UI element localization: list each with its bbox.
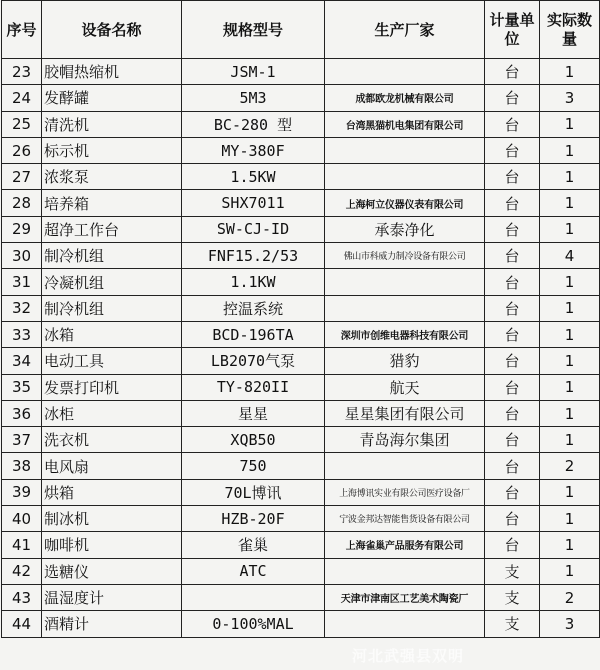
device-name: 发票打印机 (42, 374, 182, 400)
actual-quantity: 1 (540, 506, 600, 532)
unit-of-measure: 台 (485, 506, 540, 532)
manufacturer (325, 453, 485, 479)
model-spec: BC-280 型 (182, 111, 325, 137)
table-row (2, 243, 600, 269)
model-spec: 1.1KW (182, 269, 325, 295)
manufacturer: 台湾黑猫机电集团有限公司 (325, 111, 485, 137)
manufacturer (325, 164, 485, 190)
row-number: 34 (2, 348, 42, 374)
row-number: 33 (2, 321, 42, 347)
device-name: 胶帽热缩机 (42, 59, 182, 85)
actual-quantity: 2 (540, 584, 600, 610)
table-row (2, 216, 600, 242)
equipment-table (1, 0, 600, 638)
unit-of-measure: 支 (485, 584, 540, 610)
table-row (2, 611, 600, 637)
manufacturer: 上海雀巢产品服务有限公司 (325, 532, 485, 558)
header-row (2, 1, 600, 59)
table-row (2, 269, 600, 295)
watermark-text: 河北武强县双明 (352, 647, 465, 665)
unit-of-measure: 支 (485, 558, 540, 584)
header-qty: 实际数量 (540, 1, 600, 59)
row-number: 38 (2, 453, 42, 479)
row-number: 24 (2, 85, 42, 111)
unit-of-measure: 支 (485, 611, 540, 637)
unit-of-measure: 台 (485, 479, 540, 505)
manufacturer: 青岛海尔集团 (325, 427, 485, 453)
table-row (2, 506, 600, 532)
model-spec: TY-820II (182, 374, 325, 400)
table-row (2, 111, 600, 137)
model-spec (182, 584, 325, 610)
actual-quantity: 1 (540, 427, 600, 453)
header-unit: 计量单位 (485, 1, 540, 59)
table-row (2, 400, 600, 426)
row-number: 31 (2, 269, 42, 295)
model-spec: 1.5KW (182, 164, 325, 190)
unit-of-measure: 台 (485, 374, 540, 400)
table-row (2, 427, 600, 453)
actual-quantity: 3 (540, 85, 600, 111)
actual-quantity: 1 (540, 59, 600, 85)
device-name: 烘箱 (42, 479, 182, 505)
device-name: 选糖仪 (42, 558, 182, 584)
row-number: 42 (2, 558, 42, 584)
manufacturer (325, 269, 485, 295)
actual-quantity: 1 (540, 558, 600, 584)
device-name: 超净工作台 (42, 216, 182, 242)
row-number: 25 (2, 111, 42, 137)
table-row (2, 532, 600, 558)
model-spec: 0-100%MAL (182, 611, 325, 637)
model-spec: 控温系统 (182, 295, 325, 321)
device-name: 标示机 (42, 137, 182, 163)
unit-of-measure: 台 (485, 111, 540, 137)
unit-of-measure: 台 (485, 427, 540, 453)
model-spec: XQB50 (182, 427, 325, 453)
actual-quantity: 1 (540, 532, 600, 558)
manufacturer: 佛山市科威力制冷设备有限公司 (325, 243, 485, 269)
header-maker: 生产厂家 (325, 1, 485, 59)
table-row (2, 164, 600, 190)
manufacturer (325, 558, 485, 584)
unit-of-measure: 台 (485, 295, 540, 321)
unit-of-measure: 台 (485, 321, 540, 347)
actual-quantity: 1 (540, 269, 600, 295)
device-name: 制冷机组 (42, 295, 182, 321)
model-spec: HZB-20F (182, 506, 325, 532)
row-number: 28 (2, 190, 42, 216)
unit-of-measure: 台 (485, 164, 540, 190)
unit-of-measure: 台 (485, 85, 540, 111)
manufacturer: 承泰净化 (325, 216, 485, 242)
device-name: 电动工具 (42, 348, 182, 374)
model-spec: MY-380F (182, 137, 325, 163)
row-number: 40 (2, 506, 42, 532)
device-name: 发酵罐 (42, 85, 182, 111)
table-row (2, 479, 600, 505)
unit-of-measure: 台 (485, 59, 540, 85)
manufacturer: 天津市津南区工艺美术陶瓷厂 (325, 584, 485, 610)
row-number: 30 (2, 243, 42, 269)
device-name: 咖啡机 (42, 532, 182, 558)
row-number: 43 (2, 584, 42, 610)
unit-of-measure: 台 (485, 269, 540, 295)
manufacturer (325, 295, 485, 321)
row-number: 44 (2, 611, 42, 637)
row-number: 41 (2, 532, 42, 558)
actual-quantity: 1 (540, 374, 600, 400)
actual-quantity: 3 (540, 611, 600, 637)
unit-of-measure: 台 (485, 243, 540, 269)
actual-quantity: 1 (540, 295, 600, 321)
model-spec: 5M3 (182, 85, 325, 111)
table-row (2, 190, 600, 216)
actual-quantity: 1 (540, 137, 600, 163)
device-name: 制冰机 (42, 506, 182, 532)
device-name: 冷凝机组 (42, 269, 182, 295)
actual-quantity: 1 (540, 164, 600, 190)
header-model: 规格型号 (182, 1, 325, 59)
manufacturer: 上海柯立仪器仪表有限公司 (325, 190, 485, 216)
manufacturer: 成都欧龙机械有限公司 (325, 85, 485, 111)
table-row (2, 321, 600, 347)
table-body (2, 59, 600, 638)
manufacturer: 星星集团有限公司 (325, 400, 485, 426)
table-row (2, 584, 600, 610)
row-number: 39 (2, 479, 42, 505)
header-no: 序号 (2, 1, 42, 59)
unit-of-measure: 台 (485, 216, 540, 242)
manufacturer: 猎豹 (325, 348, 485, 374)
unit-of-measure: 台 (485, 137, 540, 163)
model-spec: BCD-196TA (182, 321, 325, 347)
model-spec: 星星 (182, 400, 325, 426)
device-name: 冰柜 (42, 400, 182, 426)
table-row (2, 137, 600, 163)
device-name: 温湿度计 (42, 584, 182, 610)
model-spec: JSM-1 (182, 59, 325, 85)
device-name: 酒精计 (42, 611, 182, 637)
manufacturer (325, 611, 485, 637)
row-number: 23 (2, 59, 42, 85)
row-number: 26 (2, 137, 42, 163)
manufacturer (325, 59, 485, 85)
row-number: 29 (2, 216, 42, 242)
unit-of-measure: 台 (485, 190, 540, 216)
model-spec: 雀巢 (182, 532, 325, 558)
row-number: 32 (2, 295, 42, 321)
table-row (2, 453, 600, 479)
device-name: 制冷机组 (42, 243, 182, 269)
device-name: 冰箱 (42, 321, 182, 347)
model-spec: ATC (182, 558, 325, 584)
device-name: 培养箱 (42, 190, 182, 216)
unit-of-measure: 台 (485, 348, 540, 374)
model-spec: 750 (182, 453, 325, 479)
manufacturer: 上海博讯实业有限公司医疗设备厂 (325, 479, 485, 505)
row-number: 35 (2, 374, 42, 400)
row-number: 27 (2, 164, 42, 190)
table-row (2, 374, 600, 400)
device-name: 清洗机 (42, 111, 182, 137)
manufacturer (325, 137, 485, 163)
unit-of-measure: 台 (485, 400, 540, 426)
unit-of-measure: 台 (485, 532, 540, 558)
table-row (2, 558, 600, 584)
table-row (2, 348, 600, 374)
unit-of-measure: 台 (485, 453, 540, 479)
device-name: 洗衣机 (42, 427, 182, 453)
actual-quantity: 4 (540, 243, 600, 269)
actual-quantity: 1 (540, 348, 600, 374)
manufacturer: 航天 (325, 374, 485, 400)
manufacturer: 宁波金邦达智能售货设备有限公司 (325, 506, 485, 532)
row-number: 37 (2, 427, 42, 453)
model-spec: LB2070气泵 (182, 348, 325, 374)
model-spec: 70L博讯 (182, 479, 325, 505)
actual-quantity: 1 (540, 321, 600, 347)
actual-quantity: 1 (540, 400, 600, 426)
table-row (2, 295, 600, 321)
manufacturer: 深圳市创维电器科技有限公司 (325, 321, 485, 347)
actual-quantity: 1 (540, 190, 600, 216)
row-number: 36 (2, 400, 42, 426)
device-name: 电风扇 (42, 453, 182, 479)
device-name: 浓浆泵 (42, 164, 182, 190)
header-name: 设备名称 (42, 1, 182, 59)
actual-quantity: 1 (540, 111, 600, 137)
table-row (2, 59, 600, 85)
actual-quantity: 1 (540, 216, 600, 242)
actual-quantity: 1 (540, 479, 600, 505)
model-spec: FNF15.2/53 (182, 243, 325, 269)
actual-quantity: 2 (540, 453, 600, 479)
table-row (2, 85, 600, 111)
model-spec: SHX7011 (182, 190, 325, 216)
model-spec: SW-CJ-ID (182, 216, 325, 242)
